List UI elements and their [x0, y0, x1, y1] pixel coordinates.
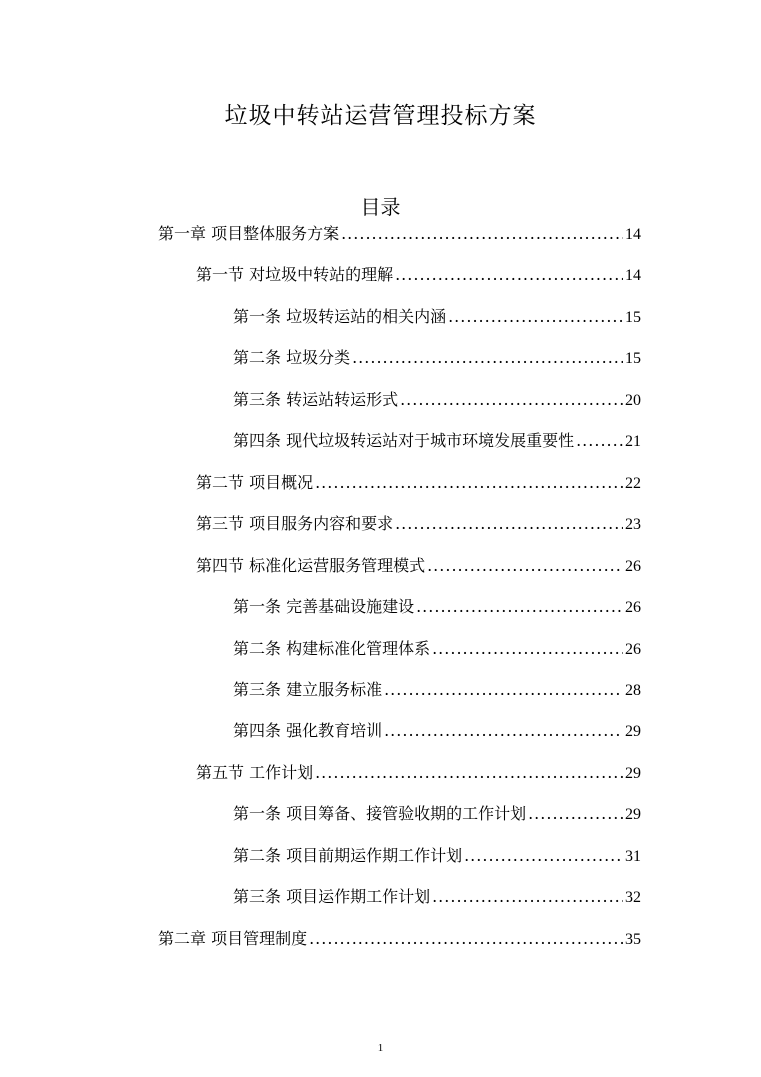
toc-entry-page: 23 — [625, 516, 641, 534]
toc-entry[interactable] — [158, 926, 641, 950]
toc-entry-label: 第四节 标准化运营服务管理模式 — [196, 555, 426, 575]
toc-entry[interactable] — [233, 345, 641, 369]
toc-leader-dots — [395, 265, 623, 284]
document-title: 垃圾中转站运营管理投标方案 — [224, 103, 537, 129]
toc-entry[interactable] — [233, 594, 641, 618]
toc-leader-dots — [448, 307, 623, 326]
toc-entry-label: 第一条 项目筹备、接管验收期的工作计划 — [233, 804, 527, 824]
toc-entry-label: 第二节 项目概况 — [196, 472, 314, 492]
toc-entry-label: 第三节 项目服务内容和要求 — [196, 514, 394, 534]
toc-entry[interactable] — [196, 262, 641, 286]
toc-entry[interactable] — [196, 553, 641, 577]
page-number: 1 — [377, 1042, 384, 1054]
toc-entry-label: 第一章 项目整体服务方案 — [158, 224, 340, 243]
toc-entry-page: 20 — [625, 391, 641, 409]
toc-leader-dots — [395, 514, 623, 533]
toc-entry-page: 15 — [625, 350, 641, 368]
toc-leader-dots — [464, 846, 623, 865]
toc-entry-label: 第一条 完善基础设施建设 — [233, 597, 415, 617]
toc-leader-dots — [432, 639, 623, 658]
toc-entry[interactable] — [233, 677, 641, 701]
toc-entry-label: 第二条 垃圾分类 — [233, 348, 351, 368]
toc-entry-label: 第三条 转运站转运形式 — [233, 389, 399, 409]
toc-entry-page: 29 — [625, 723, 641, 741]
toc-entry-page: 32 — [625, 889, 641, 907]
toc-entry-page: 22 — [625, 474, 641, 492]
toc-leader-dots — [528, 804, 623, 823]
toc-entry-page: 29 — [625, 806, 641, 824]
toc-leader-dots — [427, 556, 623, 575]
toc-entry-label: 第四条 现代垃圾转运站对于城市环境发展重要性 — [233, 431, 575, 451]
toc-entry-page: 14 — [625, 267, 641, 285]
toc-entry-label: 第一条 垃圾转运站的相关内涵 — [233, 306, 447, 326]
toc-entry-label: 第二条 项目前期运作期工作计划 — [233, 845, 463, 865]
toc-entry[interactable] — [158, 221, 641, 245]
toc-leader-dots — [432, 887, 623, 906]
toc-entry-page: 26 — [625, 599, 641, 617]
toc-entry-page: 28 — [625, 681, 641, 699]
toc-leader-dots — [384, 721, 623, 740]
toc-leader-dots — [576, 431, 623, 450]
toc-entry[interactable] — [233, 884, 641, 908]
toc-leader-dots — [315, 473, 623, 492]
toc-entry-page: 15 — [625, 308, 641, 326]
toc-entry-label: 第二章 项目管理制度 — [158, 928, 308, 948]
toc-entry[interactable] — [196, 511, 641, 535]
toc-entry[interactable] — [233, 718, 641, 742]
toc-entry-page: 31 — [625, 847, 641, 865]
toc-entry-label: 第二条 构建标准化管理体系 — [233, 638, 431, 658]
toc-entry-label: 第五节 工作计划 — [196, 762, 314, 782]
toc-entry[interactable] — [196, 760, 641, 784]
toc-entry[interactable] — [233, 387, 641, 411]
toc-entry[interactable] — [233, 843, 641, 867]
toc-entry[interactable] — [233, 304, 641, 328]
toc-entry-page: 29 — [625, 764, 641, 782]
toc-entry[interactable] — [233, 428, 641, 452]
toc-entry[interactable] — [233, 801, 641, 825]
toc-entry-label: 第三条 建立服务标准 — [233, 679, 383, 699]
toc-entry-page: 26 — [625, 557, 641, 575]
toc-leader-dots — [352, 348, 623, 367]
toc-entry-page: 21 — [625, 433, 641, 451]
toc-entry-label: 第一节 对垃圾中转站的理解 — [196, 265, 394, 285]
toc-entry-page: 35 — [625, 930, 641, 948]
toc-leader-dots — [384, 680, 623, 699]
toc-entry-label: 第三条 项目运作期工作计划 — [233, 887, 431, 907]
toc-leader-dots — [400, 390, 623, 409]
toc-entry[interactable] — [196, 470, 641, 494]
toc-entry-label: 第四条 强化教育培训 — [233, 721, 383, 741]
toc-entry[interactable] — [233, 636, 641, 660]
toc-entry-page: 14 — [625, 226, 641, 243]
toc-leader-dots — [341, 224, 623, 243]
toc-leader-dots — [416, 597, 623, 616]
toc-leader-dots — [315, 763, 623, 782]
toc-entry-page: 26 — [625, 640, 641, 658]
toc-leader-dots — [309, 929, 623, 948]
toc-heading: 目录 — [360, 195, 401, 219]
